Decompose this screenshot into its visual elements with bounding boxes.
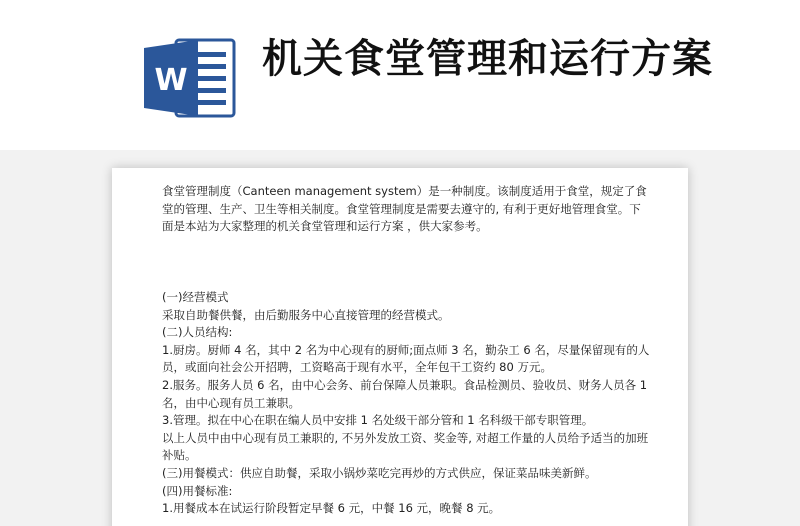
paragraph: 3.管理。拟在中心在职在编人员中安排 1 名处级干部分管和 1 名科级干部专职管理。 [162, 413, 594, 428]
paragraph: 1.用餐成本在试运行阶段暂定早餐 6 元，中餐 16 元，晚餐 8 元。 [162, 501, 501, 516]
intro-paragraph: 食堂管理制度（Canteen management system）是一种制度。该制度适用于食堂，规定了食堂的管理、生产、卫生等相关制度。食堂管理制度是需要去遵守的, 有利于更好地管理食堂。下面是本站为大家整理的机关食堂管理和运行方案 ，供大家参考。 [162, 184, 647, 234]
paragraph: 以上人员中由中心现有员工兼职的, 不另外发放工资、奖金等, 对超工作量的人员给予适当的加班补贴。 [162, 430, 649, 463]
page-title: 机关食堂管理和运行方案 [262, 36, 713, 82]
section-heading: (一)经营模式 [162, 290, 229, 304]
section-heading: (四)用餐标准: [162, 483, 233, 498]
section-heading: (二)人员结构: [162, 325, 233, 340]
document-page [112, 168, 688, 526]
word-document-icon [142, 36, 238, 120]
paragraph: 2.服务。服务人员 6 名，由中心会务、前台保障人员兼职。食品检测员、验收员、财务人员各 1 名，由中心现有员工兼职。 [162, 377, 648, 410]
paragraph: 1.厨房。厨师 4 名，其中 2 名为中心现有的厨师;面点师 3 名，勤杂工 6 名，尽量保留现有的人员，或面向社会公开招聘，工资略高于现有水平，全年包干工资约 80 万元。 [162, 342, 650, 375]
document-body [162, 289, 652, 518]
document-intro [162, 183, 652, 236]
paragraph: 采取自助餐供餐，由后勤服务中心直接管理的经营模式。 [162, 307, 450, 322]
paragraph: (三)用餐模式：供应自助餐，采取小锅炒菜吃完再炒的方式供应，保证菜品味美新鲜。 [162, 465, 597, 480]
word-icon-letter: W [154, 63, 188, 98]
